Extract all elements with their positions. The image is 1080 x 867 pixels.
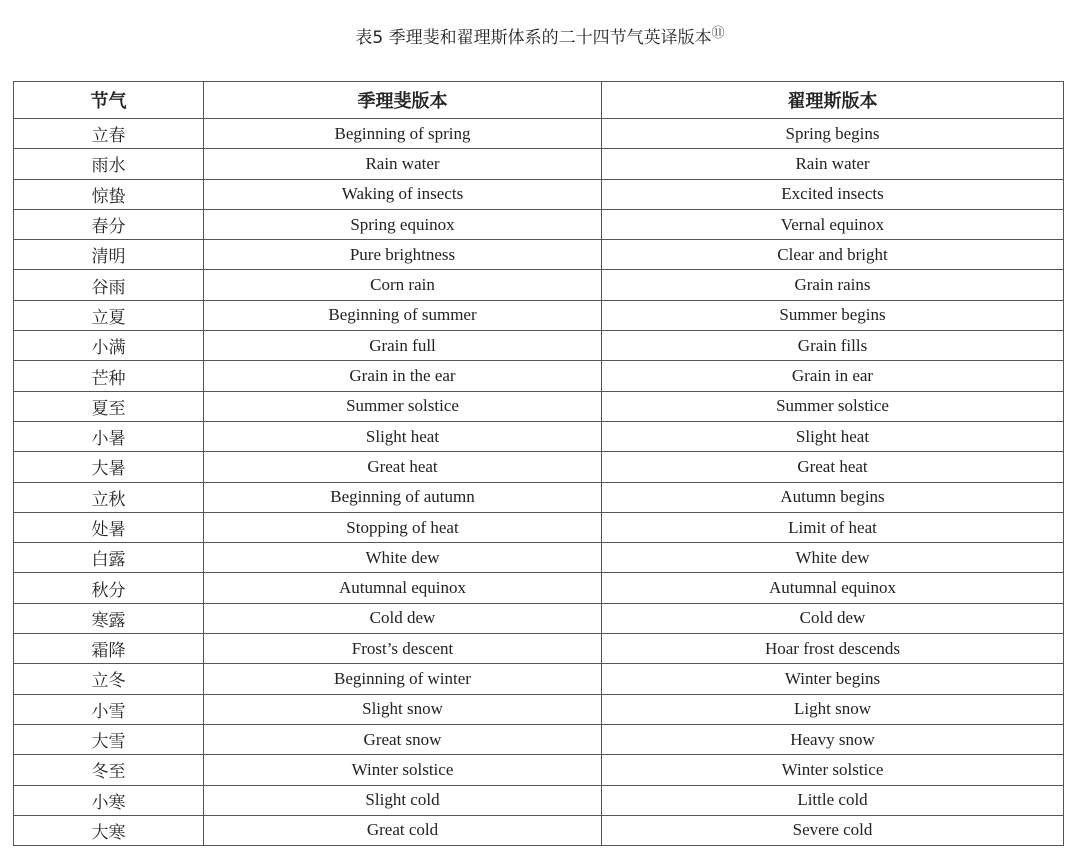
giles-cell: White dew: [602, 543, 1064, 573]
giles-cell: Winter solstice: [602, 755, 1064, 785]
giles-cell: Grain in ear: [602, 361, 1064, 391]
macgillivray-cell: Beginning of spring: [204, 119, 602, 149]
table-row: [14, 149, 1064, 179]
term-cell: 霜降: [14, 634, 204, 664]
term-cell: 小雪: [14, 694, 204, 724]
term-cell: 立秋: [14, 482, 204, 512]
table-row: [14, 815, 1064, 845]
term-cell: 处暑: [14, 512, 204, 542]
footnote-marker: ⑪: [711, 26, 725, 41]
term-cell: 立春: [14, 119, 204, 149]
macgillivray-cell: Corn rain: [204, 270, 602, 300]
table-row: [14, 452, 1064, 482]
table-caption: [0, 22, 1080, 48]
term-cell: 惊蛰: [14, 179, 204, 209]
macgillivray-cell: Slight heat: [204, 421, 602, 451]
giles-cell: Rain water: [602, 149, 1064, 179]
table-row: [14, 724, 1064, 754]
giles-cell: Excited insects: [602, 179, 1064, 209]
macgillivray-cell: Grain in the ear: [204, 361, 602, 391]
term-cell: 大雪: [14, 724, 204, 754]
solar-terms-table: [13, 81, 1064, 846]
macgillivray-cell: Beginning of summer: [204, 300, 602, 330]
giles-cell: Heavy snow: [602, 724, 1064, 754]
macgillivray-cell: Waking of insects: [204, 179, 602, 209]
giles-cell: Light snow: [602, 694, 1064, 724]
term-cell: 秋分: [14, 573, 204, 603]
macgillivray-cell: Great heat: [204, 452, 602, 482]
term-cell: 小满: [14, 331, 204, 361]
table-row: [14, 664, 1064, 694]
table-row: [14, 482, 1064, 512]
macgillivray-cell: Summer solstice: [204, 391, 602, 421]
giles-cell: Summer begins: [602, 300, 1064, 330]
table-row: [14, 209, 1064, 239]
giles-cell: Grain fills: [602, 331, 1064, 361]
macgillivray-cell: Beginning of winter: [204, 664, 602, 694]
table-row: [14, 694, 1064, 724]
term-cell: 立夏: [14, 300, 204, 330]
term-cell: 小暑: [14, 421, 204, 451]
macgillivray-cell: Autumnal equinox: [204, 573, 602, 603]
column-header-term: 节气: [14, 82, 204, 119]
term-cell: 寒露: [14, 603, 204, 633]
caption-title: 表5 季理斐和翟理斯体系的二十四节气英译版本: [355, 28, 712, 48]
term-cell: 芒种: [14, 361, 204, 391]
term-cell: 大寒: [14, 815, 204, 845]
table-row: [14, 421, 1064, 451]
table-row: [14, 179, 1064, 209]
term-cell: 小寒: [14, 785, 204, 815]
giles-cell: Summer solstice: [602, 391, 1064, 421]
giles-cell: Cold dew: [602, 603, 1064, 633]
giles-cell: Limit of heat: [602, 512, 1064, 542]
giles-cell: Autumn begins: [602, 482, 1064, 512]
giles-cell: Vernal equinox: [602, 209, 1064, 239]
macgillivray-cell: Spring equinox: [204, 209, 602, 239]
term-cell: 大暑: [14, 452, 204, 482]
column-header-giles: 翟理斯版本: [602, 82, 1064, 119]
giles-cell: Severe cold: [602, 815, 1064, 845]
giles-cell: Clear and bright: [602, 240, 1064, 270]
term-cell: 立冬: [14, 664, 204, 694]
giles-cell: Little cold: [602, 785, 1064, 815]
giles-cell: Great heat: [602, 452, 1064, 482]
macgillivray-cell: Beginning of autumn: [204, 482, 602, 512]
table-row: [14, 331, 1064, 361]
table-header-row: [14, 82, 1064, 119]
term-cell: 春分: [14, 209, 204, 239]
macgillivray-cell: Rain water: [204, 149, 602, 179]
term-cell: 清明: [14, 240, 204, 270]
table-row: [14, 240, 1064, 270]
table-row: [14, 512, 1064, 542]
table-row: [14, 361, 1064, 391]
term-cell: 白露: [14, 543, 204, 573]
table-row: [14, 755, 1064, 785]
macgillivray-cell: Slight cold: [204, 785, 602, 815]
macgillivray-cell: Great cold: [204, 815, 602, 845]
table-row: [14, 634, 1064, 664]
macgillivray-cell: Winter solstice: [204, 755, 602, 785]
macgillivray-cell: Cold dew: [204, 603, 602, 633]
giles-cell: Spring begins: [602, 119, 1064, 149]
table-row: [14, 300, 1064, 330]
macgillivray-cell: Great snow: [204, 724, 602, 754]
macgillivray-cell: Stopping of heat: [204, 512, 602, 542]
macgillivray-cell: White dew: [204, 543, 602, 573]
table-row: [14, 603, 1064, 633]
term-cell: 夏至: [14, 391, 204, 421]
term-cell: 雨水: [14, 149, 204, 179]
column-header-macgillivray: 季理斐版本: [204, 82, 602, 119]
giles-cell: Autumnal equinox: [602, 573, 1064, 603]
giles-cell: Slight heat: [602, 421, 1064, 451]
giles-cell: Grain rains: [602, 270, 1064, 300]
macgillivray-cell: Slight snow: [204, 694, 602, 724]
macgillivray-cell: Frost’s descent: [204, 634, 602, 664]
giles-cell: Hoar frost descends: [602, 634, 1064, 664]
table-row: [14, 543, 1064, 573]
table-row: [14, 119, 1064, 149]
macgillivray-cell: Pure brightness: [204, 240, 602, 270]
table-row: [14, 785, 1064, 815]
term-cell: 谷雨: [14, 270, 204, 300]
macgillivray-cell: Grain full: [204, 331, 602, 361]
table-row: [14, 391, 1064, 421]
table-row: [14, 573, 1064, 603]
giles-cell: Winter begins: [602, 664, 1064, 694]
term-cell: 冬至: [14, 755, 204, 785]
table-row: [14, 270, 1064, 300]
